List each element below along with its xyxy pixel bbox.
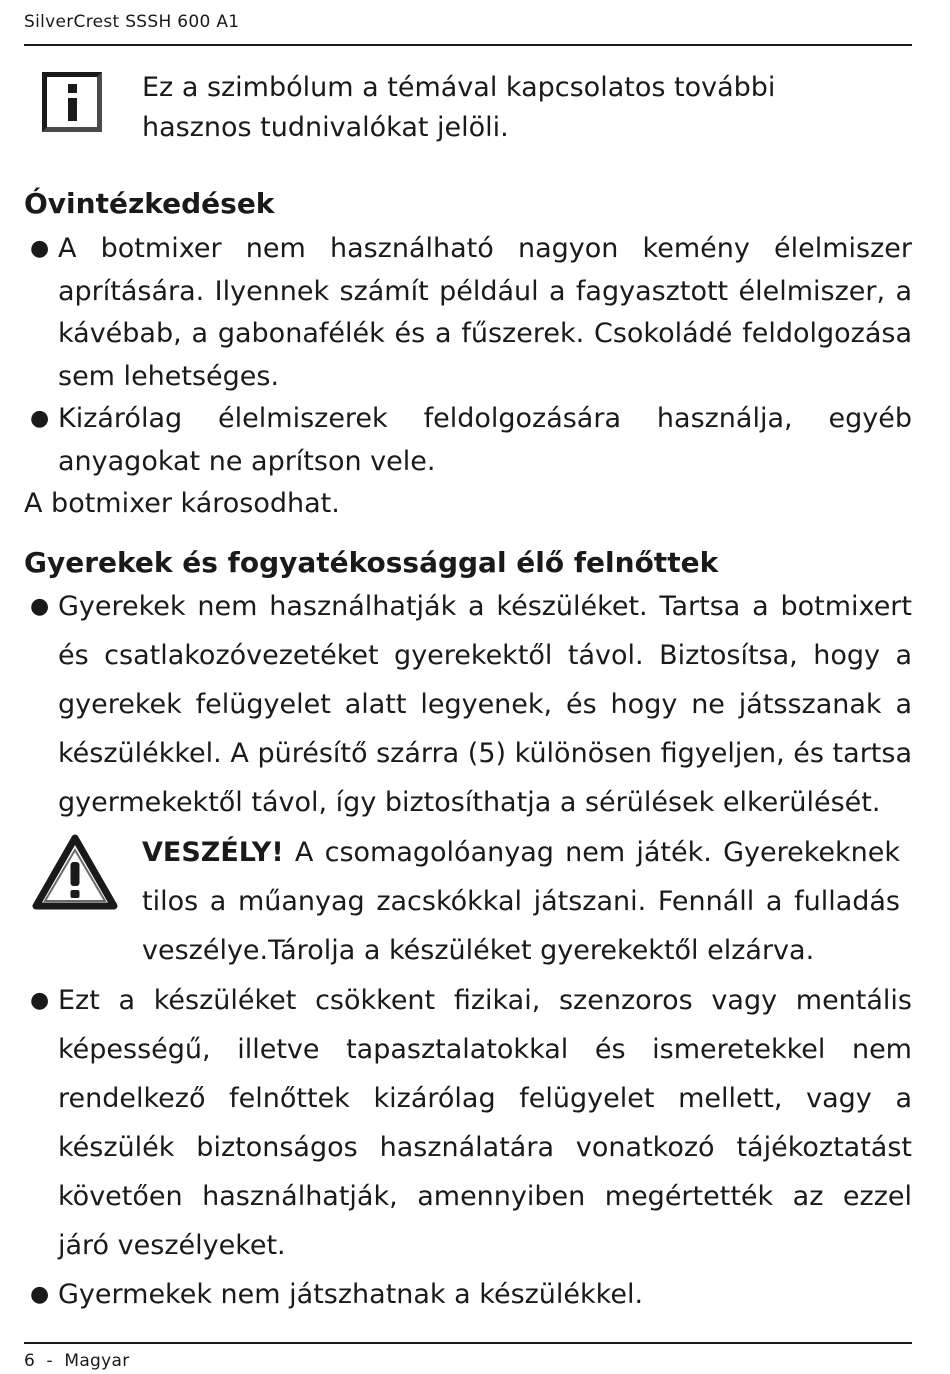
list-item xyxy=(24,582,912,827)
list-item-text: Kizárólag élelmiszerek feldolgozására használja, egyéb anyagokat ne aprítson vele. xyxy=(58,403,912,477)
list-item xyxy=(24,228,912,398)
warning-label: VESZÉLY! xyxy=(142,837,284,868)
list-item-text: Gyermekek nem játszhatnak a készülékkel. xyxy=(58,1279,644,1310)
header-title: SilverCrest SSSH 600 A1 xyxy=(24,12,240,32)
children-heading: Gyerekek és fogyatékossággal élő felnőttek xyxy=(24,546,719,579)
warning-body: A csomagolóanyag nem játék. Gyerekeknek tilos a műanyag zacskókkal játszani. Fennáll a fulladás veszélye.Tárolja a készüléket gyerekektől elzárva. xyxy=(142,837,900,966)
list-item xyxy=(24,1270,912,1319)
bullet-icon: ● xyxy=(30,1282,50,1307)
list-item xyxy=(24,398,912,483)
page-header xyxy=(24,12,912,46)
bullet-icon: ● xyxy=(30,236,50,261)
bullet-icon: ● xyxy=(30,988,50,1013)
children-list-2 xyxy=(24,976,912,1319)
page-footer xyxy=(24,1342,912,1371)
children-list-1 xyxy=(24,582,912,827)
list-item-text: Ezt a készüléket csökkent fizikai, szenzoros vagy mentális képességű, illetve tapasztalatokkal és ismeretekkel nem rendelkező felnőttek kizárólag felügyelet mellett, vagy a készülék biztonságos használatára vonatkozó tájékoztatást követően használhatják, amennyiben megértették az ezzel járó veszélyeket. xyxy=(58,985,912,1261)
list-item-text: Gyerekek nem használhatják a készüléket. Tartsa a botmixert és csatlakozóvezetéket gyerekektől távol. Biztosítsa, hogy a gyerekek felügyelet alatt legyenek, és hogy ne játsszanak a készülékkel. A pürésítő szárra (5) különösen figyeljen, és tartsa gyermekektől távol, így biztosíthatja a sérülések elkerülését. xyxy=(58,591,912,818)
precautions-note: A botmixer károsodhat. xyxy=(24,488,340,519)
bullet-icon: ● xyxy=(30,594,50,619)
footer-page-label: 6 - Magyar xyxy=(24,1351,130,1371)
list-item xyxy=(24,976,912,1270)
precautions-list xyxy=(24,228,912,483)
bullet-icon: ● xyxy=(30,406,50,431)
info-icon xyxy=(42,72,102,132)
warning-triangle-icon xyxy=(32,834,118,910)
warning-text xyxy=(142,828,900,975)
list-item-text: A botmixer nem használható nagyon kemény élelmiszer aprítására. Ilyennek számít például a fagyasztott élelmiszer, a kávébab, a gabonafélék és a fűszerek. Csokoládé feldolgozása sem lehetséges. xyxy=(58,233,912,392)
precautions-heading: Óvintézkedések xyxy=(24,187,275,220)
manual-page xyxy=(24,0,912,1374)
info-note-text: Ez a szimbólum a témával kapcsolatos további hasznos tudnivalókat jelöli. xyxy=(142,72,776,143)
